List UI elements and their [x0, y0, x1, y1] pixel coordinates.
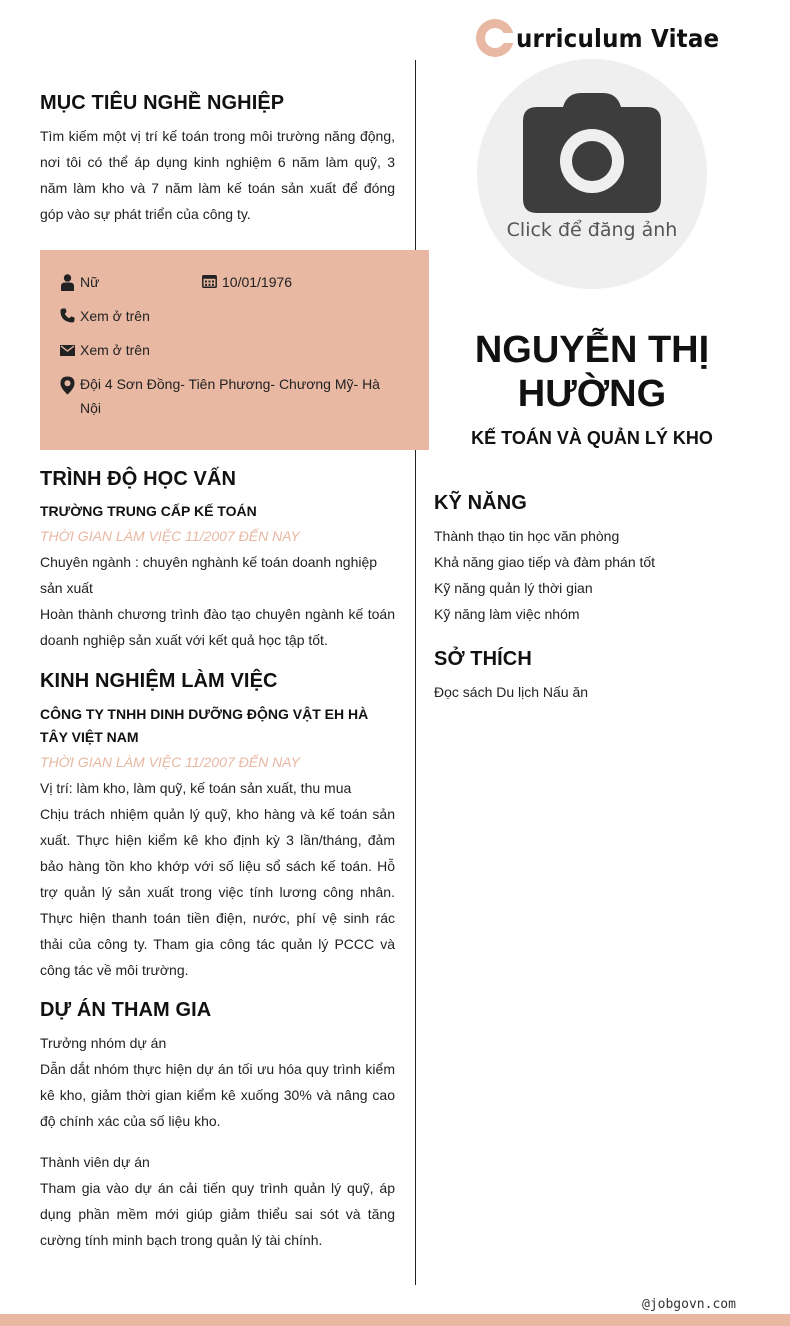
education-detail: Hoàn thành chương trình đào tạo chuyên ngành kế toán doanh nghiệp sản xuất với kết quả học tập tốt. — [40, 606, 395, 648]
phone-row — [60, 304, 150, 328]
address-line-2: Nội — [80, 400, 102, 416]
contact-box — [40, 250, 429, 450]
dob-row — [202, 270, 292, 294]
education-major-line-1: Chuyên ngành : chuyên nghành kế toán doanh nghiệp — [40, 554, 378, 570]
projects-section — [40, 999, 395, 1253]
skills-section — [434, 492, 754, 627]
photo-upload[interactable] — [477, 59, 707, 289]
skill-item: Kỹ năng làm việc nhóm — [434, 606, 580, 622]
experience-detail: Chịu trách nhiệm quản lý quỹ, kho hàng và kế toán sản xuất. Thực hiện kiểm kê kho định kỳ 3 lần/tháng, đảm bảo hàng tồn kho khớp với số liệu sổ sách kế toán. Hỗ trợ quản lý sản xuất trong việc tính lương công nhân. Thực hiện thanh toán tiền điện, nước, phí vệ sinh rác thải của công ty. Tham gia công tác quản lý PCCC và công tác về môi trường. — [40, 806, 395, 978]
phone-icon — [60, 308, 75, 323]
education-time: THỜI GIAN LÀM VIỆC 11/2007 ĐẾN NAY — [40, 528, 300, 544]
hobbies-text: Đọc sách Du lịch Nấu ăn — [434, 684, 589, 700]
education-major — [40, 549, 395, 601]
education-major-line-2: sản xuất — [40, 580, 93, 596]
project-role: Thành viên dự án — [40, 1154, 150, 1170]
column-divider — [415, 60, 416, 1285]
hobbies-section — [434, 648, 754, 705]
skills-heading: KỸ NĂNG — [434, 492, 527, 514]
person-icon — [60, 274, 75, 291]
education-school: TRƯỜNG TRUNG CẤP KẾ TOÁN — [40, 503, 257, 519]
gender-value: Nữ — [80, 274, 100, 290]
project-role: Trưởng nhóm dự án — [40, 1035, 167, 1051]
watermark-credit: @jobgovn.com — [642, 1297, 736, 1312]
skill-item: Kỹ năng quản lý thời gian — [434, 580, 593, 596]
email-value: Xem ở trên — [80, 342, 150, 358]
skill-item: Thành thạo tin học văn phòng — [434, 528, 620, 544]
photo-upload-label: Click để đăng ảnh — [506, 219, 678, 241]
experience-position: Vị trí: làm kho, làm quỹ, kế toán sản xuất, thu mua — [40, 780, 352, 796]
logo-text: urriculum Vitae — [516, 23, 720, 53]
address-line-1: Đội 4 Sơn Đồng- Tiên Phương- Chương Mỹ- Hà — [80, 376, 380, 392]
experience-company: CÔNG TY TNHH DINH DƯỠNG ĐỘNG VẬT EH HÀ TÂY VIỆT NAM — [40, 706, 369, 745]
education-section — [40, 468, 395, 653]
experience-heading: KINH NGHIỆM LÀM VIỆC — [40, 670, 278, 692]
experience-section — [40, 670, 395, 983]
logo-c-mark — [476, 19, 514, 57]
project-item — [40, 1149, 395, 1253]
education-heading: TRÌNH ĐỘ HỌC VẤN — [40, 468, 237, 490]
project-detail: Tham gia vào dự án cải tiến quy trình quản lý quỹ, áp dụng phần mềm mới giúp giảm thiểu sai sót và tăng cường tính minh bạch trong quản lý tài chính. — [40, 1180, 395, 1248]
projects-heading: DỰ ÁN THAM GIA — [40, 999, 212, 1021]
dob-value: 10/01/1976 — [222, 274, 293, 290]
name-line-1: NGUYỄN THỊ — [474, 329, 710, 371]
skill-item: Khả năng giao tiếp và đàm phán tốt — [434, 554, 656, 570]
address-row — [60, 372, 380, 420]
objective-section — [40, 92, 395, 227]
envelope-icon — [60, 345, 75, 357]
gender-row — [60, 270, 99, 294]
hobbies-heading: SỞ THÍCH — [434, 648, 532, 670]
name-line-2: HƯỜNG — [517, 373, 667, 415]
project-detail: Dẫn dắt nhóm thực hiện dự án tối ưu hóa quy trình kiểm kê kho, giảm thời gian kiểm kê xuống 30% và nâng cao độ chính xác của số liệu kho. — [40, 1061, 395, 1129]
experience-time: THỜI GIAN LÀM VIỆC 11/2007 ĐẾN NAY — [40, 754, 300, 770]
address-value — [80, 372, 380, 420]
calendar-icon — [202, 274, 217, 288]
job-title: KẾ TOÁN VÀ QUẢN LÝ KHO — [471, 428, 713, 448]
cv-logo — [476, 18, 737, 58]
location-pin-icon — [60, 376, 75, 395]
camera-icon — [523, 93, 661, 213]
project-item — [40, 1030, 395, 1134]
objective-heading: MỤC TIÊU NGHỀ NGHIỆP — [40, 92, 285, 114]
email-row — [60, 338, 150, 362]
objective-text: Tìm kiếm một vị trí kế toán trong môi trường năng động, nơi tôi có thể áp dụng kinh nghiệm 6 năm làm quỹ, 3 năm làm kho và 7 năm làm kế toán sản xuất để đóng góp vào sự phát triển của công ty. — [40, 128, 395, 222]
phone-value: Xem ở trên — [80, 308, 150, 324]
bottom-accent-bar — [0, 1314, 790, 1326]
candidate-name — [440, 328, 744, 416]
